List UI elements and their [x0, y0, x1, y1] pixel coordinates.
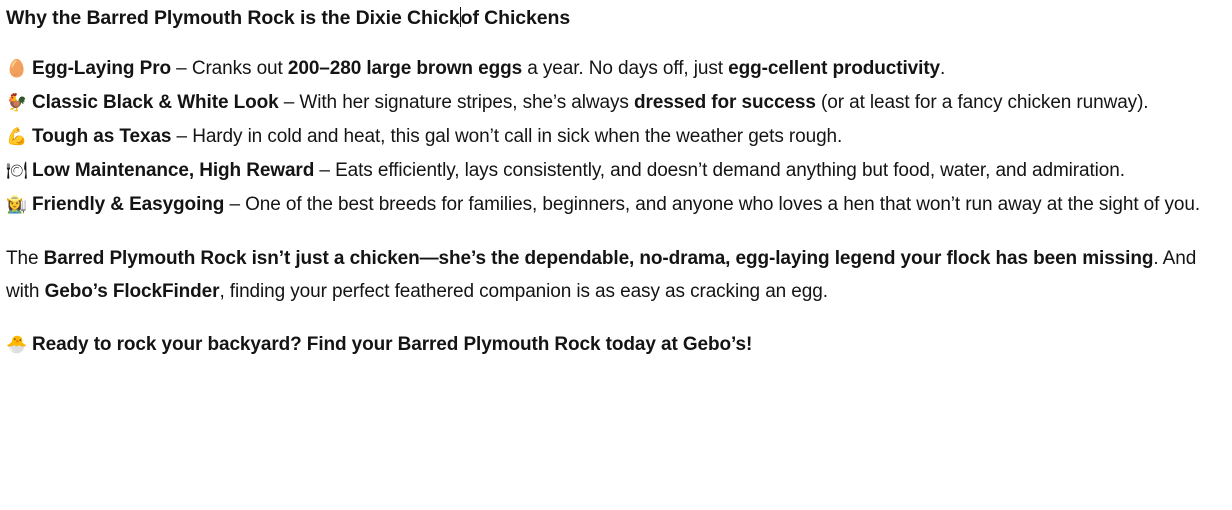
list-item-lead: Classic Black & White Look — [32, 92, 279, 113]
list-item — [6, 86, 1224, 120]
page-title-text-after-caret: of Chickens — [460, 7, 571, 29]
fork-knife-plate-emoji: 🍽 — [6, 161, 28, 181]
hatching-chick-emoji: 🐣 — [6, 335, 28, 355]
list-item-dash: – — [224, 194, 246, 215]
list-item-dash: – — [171, 58, 192, 79]
paragraph-bold-b: Gebo’s FlockFinder — [44, 281, 220, 302]
page-title — [6, 4, 570, 32]
list-item — [6, 188, 1224, 222]
call-to-action — [6, 328, 1224, 362]
list-item — [6, 120, 1224, 154]
page-title-text-before-caret: Why the Barred Plymouth Rock is the Dixie Chick — [6, 7, 460, 29]
feature-list — [6, 52, 1224, 222]
paragraph-text-a: The — [6, 248, 44, 269]
call-to-action-text: Ready to rock your backyard? Find your Barred Plymouth Rock today at Gebo’s! — [32, 334, 753, 355]
list-item-lead: Friendly & Easygoing — [32, 194, 225, 215]
list-item-lead: Tough as Texas — [32, 126, 172, 147]
list-item-text-a: Hardy in cold and heat, this gal won’t call in sick when the weather gets rough. — [192, 126, 843, 147]
list-item-text-a: One of the best breeds for families, beginners, and anyone who loves a hen that won’t run away at the sight of you. — [245, 194, 1201, 215]
list-item-text-a: Cranks out — [191, 58, 288, 79]
list-item-bold-b: egg-cellent productivity — [728, 58, 941, 79]
list-item-text-a: With her signature stripes, she’s always — [299, 92, 634, 113]
list-item-bold-a: 200–280 large brown eggs — [287, 58, 523, 79]
list-item-dash: – — [171, 126, 193, 147]
list-item-dash: – — [314, 160, 336, 181]
list-item — [6, 52, 1224, 86]
egg-emoji: 🥚 — [6, 59, 28, 79]
list-item-lead: Low Maintenance, High Reward — [32, 160, 315, 181]
hatching-chick-emoji: 🐓 — [6, 93, 28, 113]
paragraph-text-b: . And with — [6, 248, 1197, 302]
list-item-text-c: . — [940, 58, 946, 79]
list-item-text-b: a year. No days off, just — [522, 58, 729, 79]
paragraph-bold-a: Barred Plymouth Rock isn’t just a chicken—she’s the dependable, no-drama, egg-laying legend your flock has been missing — [43, 248, 1154, 269]
list-item-bold-a: dressed for success — [633, 92, 816, 113]
list-item-text-a: Eats efficiently, lays consistently, and doesn’t demand anything but food, water, and admiration. — [335, 160, 1125, 181]
list-item-text-b: (or at least for a fancy chicken runway). — [815, 92, 1149, 113]
farmer-emoji: 👩‍🌾 — [6, 195, 28, 215]
flexed-biceps-emoji: 💪 — [6, 127, 28, 147]
list-item-dash: – — [278, 92, 300, 113]
paragraph-text-c: , finding your perfect feathered companion is as easy as cracking an egg. — [219, 281, 828, 302]
list-item — [6, 154, 1224, 188]
list-item-lead: Egg-Laying Pro — [32, 58, 171, 79]
summary-paragraph — [6, 242, 1224, 308]
